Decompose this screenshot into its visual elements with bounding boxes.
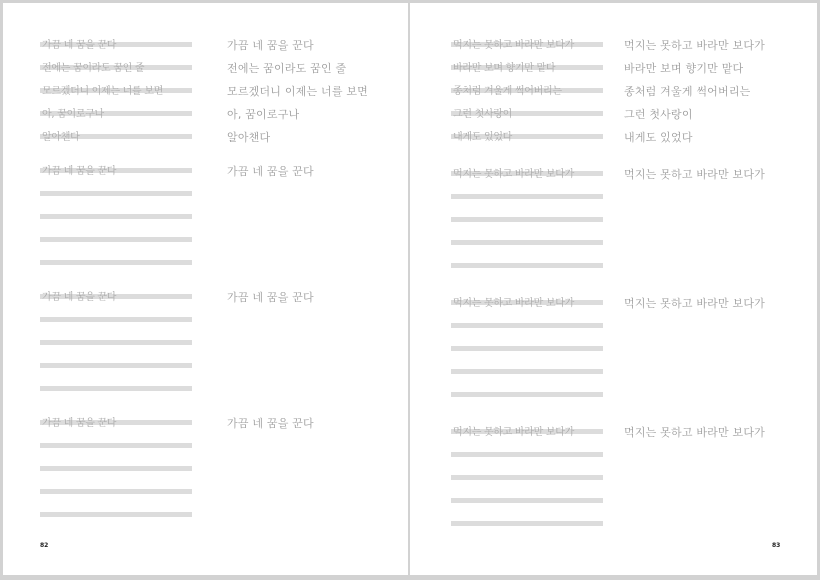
- practice-rule: [451, 323, 603, 328]
- sample-line: 먹지는 못하고 바라만 보다가: [624, 39, 766, 52]
- sample-line: 아, 꿈이로구나: [227, 108, 300, 121]
- trace-line: 그런 첫사랑이: [453, 109, 513, 120]
- page-number: 83: [772, 542, 781, 549]
- practice-rule: [451, 498, 603, 503]
- sample-line: 내게도 있었다: [624, 131, 693, 144]
- trace-line: 전에는 꿈이라도 꿈인 줄: [42, 63, 145, 74]
- right-page: [410, 3, 817, 575]
- practice-rule: [40, 512, 192, 517]
- left-page: [3, 3, 408, 575]
- trace-line: 먹지는 못하고 바라만 보다가: [453, 169, 574, 180]
- trace-line: 먹지는 못하고 바라만 보다가: [453, 427, 574, 438]
- sample-line: 모르겠더니 이제는 너를 보면: [227, 85, 369, 98]
- trace-line: 가끔 네 꿈을 꾼다: [42, 166, 117, 177]
- practice-rule: [40, 317, 192, 322]
- practice-rule: [40, 214, 192, 219]
- practice-rule: [451, 217, 603, 222]
- trace-line: 바라만 보며 향기만 맡다: [453, 63, 556, 74]
- sample-line: 전에는 꿈이라도 꿈인 줄: [227, 62, 347, 75]
- practice-rule: [451, 475, 603, 480]
- trace-line: 아, 꿈이로구나: [42, 109, 104, 120]
- practice-rule: [451, 452, 603, 457]
- sample-line: 먹지는 못하고 바라만 보다가: [624, 168, 766, 181]
- practice-rule: [451, 240, 603, 245]
- trace-line: 알아챈다: [42, 132, 80, 143]
- practice-rule: [40, 260, 192, 265]
- sample-line: 가끔 네 꿈을 꾼다: [227, 165, 314, 178]
- practice-rule: [451, 521, 603, 526]
- trace-line: 가끔 네 꿈을 꾼다: [42, 418, 117, 429]
- practice-rule: [40, 466, 192, 471]
- practice-rule: [451, 194, 603, 199]
- practice-rule: [40, 340, 192, 345]
- practice-rule: [451, 369, 603, 374]
- trace-line: 종처럼 겨울게 썩어버리는: [453, 86, 562, 97]
- practice-rule: [40, 363, 192, 368]
- sample-line: 종처럼 겨울게 썩어버리는: [624, 85, 751, 98]
- trace-line: 가끔 네 꿈을 꾼다: [42, 292, 117, 303]
- sample-line: 알아챈다: [227, 131, 271, 144]
- practice-rule: [451, 346, 603, 351]
- sample-line: 가끔 네 꿈을 꾼다: [227, 39, 314, 52]
- sample-line: 먹지는 못하고 바라만 보다가: [624, 297, 766, 310]
- sample-line: 먹지는 못하고 바라만 보다가: [624, 426, 766, 439]
- page-number: 82: [40, 542, 49, 549]
- practice-rule: [40, 489, 192, 494]
- trace-line: 가끔 네 꿈을 꾼다: [42, 40, 117, 51]
- practice-rule: [40, 443, 192, 448]
- practice-rule: [40, 191, 192, 196]
- practice-rule: [451, 263, 603, 268]
- sample-line: 바라만 보며 향기만 맡다: [624, 62, 744, 75]
- trace-line: 모르겠더니 이제는 너를 보면: [42, 86, 163, 97]
- practice-rule: [40, 386, 192, 391]
- trace-line: 먹지는 못하고 바라만 보다가: [453, 298, 574, 309]
- sample-line: 그런 첫사랑이: [624, 108, 693, 121]
- sample-line: 가끔 네 꿈을 꾼다: [227, 417, 314, 430]
- sample-line: 가끔 네 꿈을 꾼다: [227, 291, 314, 304]
- practice-rule: [40, 237, 192, 242]
- practice-rule: [451, 392, 603, 397]
- trace-line: 먹지는 못하고 바라만 보다가: [453, 40, 574, 51]
- trace-line: 내게도 있었다: [453, 132, 513, 143]
